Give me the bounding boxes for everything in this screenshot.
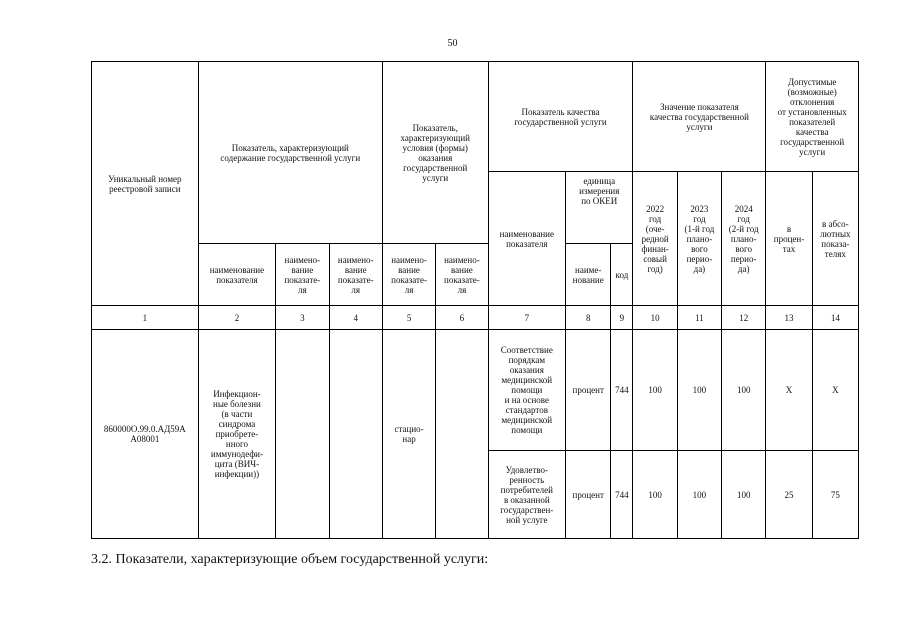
header-unit-code: код (611, 244, 633, 306)
header-conditions-indicator: Показатель, характеризующий условия (формы) оказания государственной услуги (382, 62, 488, 244)
empty-cell (276, 330, 329, 539)
column-number: 3 (276, 306, 329, 330)
deviation-absolute-cell: 75 (812, 451, 858, 539)
value-2023-cell: 100 (677, 451, 721, 539)
header-year-2024: 2024 год (2-й год плано- вого перио- да) (722, 172, 766, 306)
header-quality-indicator: Показатель качества государственной услуги (488, 62, 633, 172)
header-unit-name: наиме- нование (566, 244, 611, 306)
header-unit-okei: единица измерения по ОКЕИ (566, 172, 633, 244)
column-number: 14 (812, 306, 858, 330)
registry-number-cell: 860000О.99.0.АД59А А08001 (92, 330, 199, 539)
header-name-ind-a: наимено- вание показате- ля (276, 244, 329, 306)
column-number: 8 (566, 306, 611, 330)
header-name-ind-d: наимено- вание показате- ля (436, 244, 488, 306)
empty-cell (436, 330, 488, 539)
value-2023-cell: 100 (677, 330, 721, 451)
unit-cell: процент (566, 451, 611, 539)
unit-cell: процент (566, 330, 611, 451)
empty-cell (329, 330, 382, 539)
header-in-percent: в процен- тах (766, 172, 812, 306)
column-number: 9 (611, 306, 633, 330)
condition-value-cell: стацио- нар (382, 330, 435, 539)
section-heading: 3.2. Показатели, характеризующие объем государственной услуги: (91, 552, 489, 567)
deviation-absolute-cell: Х (812, 330, 858, 451)
column-number: 1 (92, 306, 199, 330)
header-year-2023: 2023 год (1-й год плано- вого перио- да) (677, 172, 721, 306)
column-number: 4 (329, 306, 382, 330)
header-quality-value: Значение показателя качества государственной услуги (633, 62, 766, 172)
deviation-percent-cell: 25 (766, 451, 812, 539)
code-cell: 744 (611, 451, 633, 539)
value-2024-cell: 100 (722, 451, 766, 539)
header-year-2022: 2022 год (оче- редной финан- совый год) (633, 172, 677, 306)
column-number: 5 (382, 306, 435, 330)
column-number: 7 (488, 306, 566, 330)
column-number: 12 (722, 306, 766, 330)
column-number: 2 (198, 306, 276, 330)
table-row (92, 330, 859, 451)
header-in-absolute: в абсо- лютных показа- телях (812, 172, 858, 306)
content-value-cell: Инфекцион- ные болезни (в части синдрома приобрете- нного иммунодефи- цита (ВИЧ- инфекции)) (198, 330, 276, 539)
quality-indicators-table (91, 61, 859, 539)
header-name-ind-c: наимено- вание показате- ля (382, 244, 435, 306)
header-indicator-name: наименование показателя (488, 172, 566, 306)
indicator-cell: Соответствие порядкам оказания медицинской помощи и на основе стандартов медицинской помощи (488, 330, 566, 451)
column-number: 11 (677, 306, 721, 330)
value-2022-cell: 100 (633, 330, 677, 451)
column-number: 6 (436, 306, 488, 330)
code-cell: 744 (611, 330, 633, 451)
header-name-ind-b: наимено- вание показате- ля (329, 244, 382, 306)
indicator-cell: Удовлетво- ренность потребителей в оказанной государствен- ной услуге (488, 451, 566, 539)
deviation-percent-cell: Х (766, 330, 812, 451)
column-number: 10 (633, 306, 677, 330)
header-allowed-deviations: Допустимые (возможные) отклонения от установленных показателей качества государственной услуги (766, 62, 859, 172)
page-number: 50 (447, 38, 458, 49)
header-name-of-indicator: наименование показателя (198, 244, 276, 306)
value-2022-cell: 100 (633, 451, 677, 539)
value-2024-cell: 100 (722, 330, 766, 451)
column-number: 13 (766, 306, 812, 330)
header-content-indicator: Показатель, характеризующий содержание государственной услуги (198, 62, 382, 244)
header-registry-number: Уникальный номер реестровой записи (92, 62, 199, 306)
